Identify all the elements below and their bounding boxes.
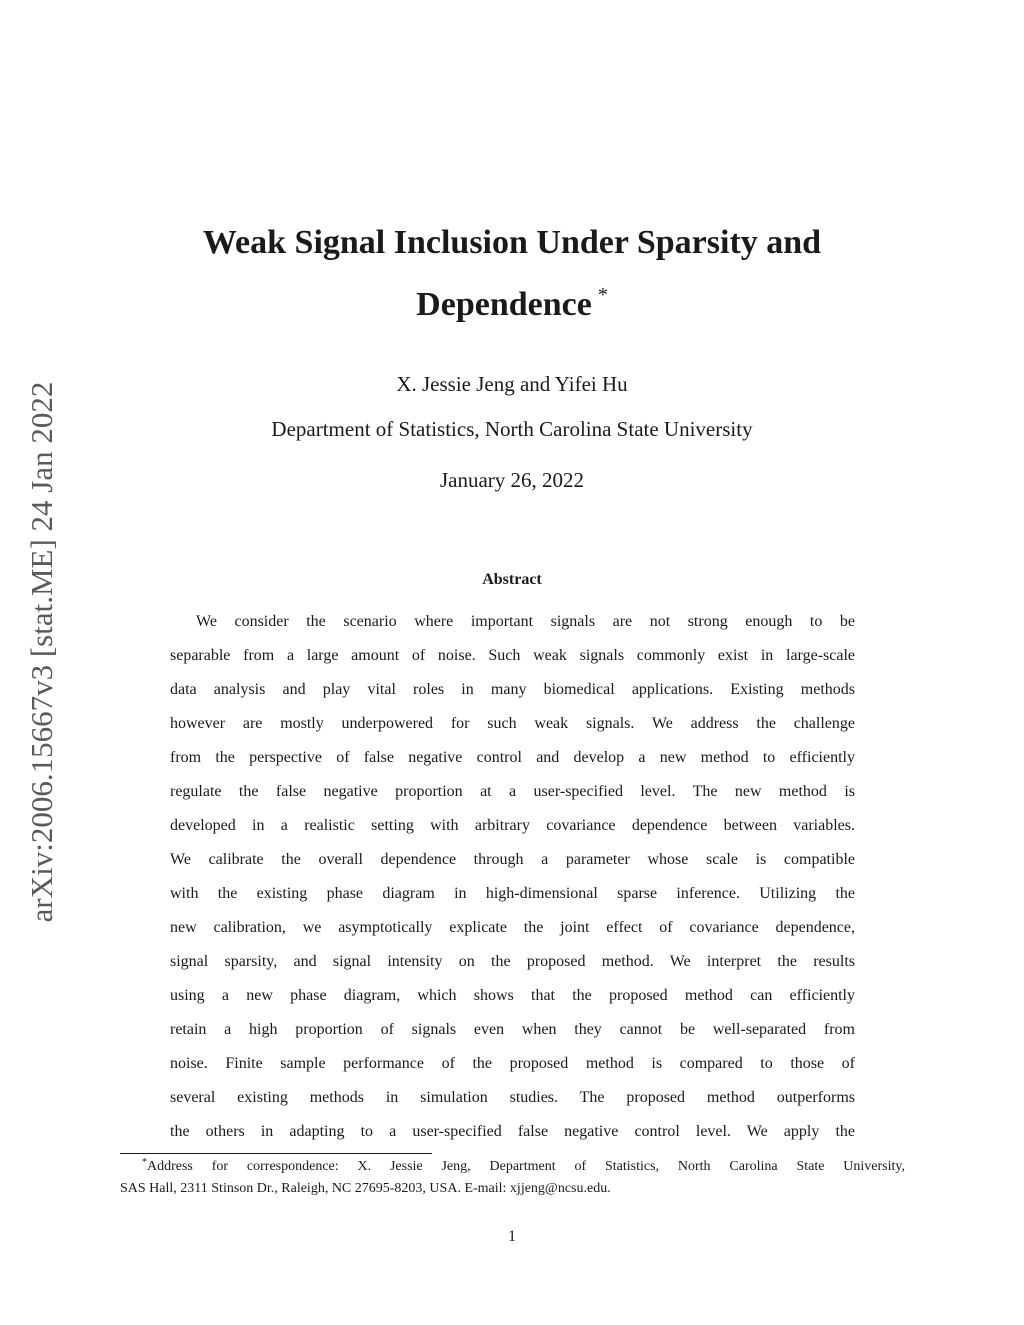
abstract-line: from the perspective of false negative control and develop a new method to efficiently [170, 749, 855, 766]
paper-title-line-2 [0, 284, 1024, 327]
abstract-line: developed in a realistic setting with arbitrary covariance dependence between variables. [170, 817, 855, 834]
abstract-line: data analysis and play vital roles in many biomedical applications. Existing methods [170, 681, 855, 698]
footnote-line-2: SAS Hall, 2311 Stinson Dr., Raleigh, NC 27695-8203, USA. E-mail: xjjeng@ncsu.edu. [120, 1181, 611, 1196]
abstract-line: the others in adapting to a user-specified false negative control level. We apply the [170, 1123, 855, 1140]
footnote-mark: * [142, 1157, 147, 1168]
abstract-line: We calibrate the overall dependence through a parameter whose scale is compatible [170, 851, 855, 868]
authors: X. Jessie Jeng and Yifei Hu [396, 372, 628, 396]
abstract-line: new calibration, we asymptotically explicate the joint effect of covariance dependence, [170, 919, 855, 936]
abstract-line: regulate the false negative proportion at a user-specified level. The new method is [170, 783, 855, 800]
abstract-line: We consider the scenario where important signals are not strong enough to be [196, 613, 855, 630]
footnote-text-1: Address for correspondence: X. Jessie Jeng, Department of Statistics, North Carolina State University, [147, 1159, 905, 1174]
abstract-line: with the existing phase diagram in high-dimensional sparse inference. Utilizing the [170, 885, 855, 902]
abstract-line: signal sparsity, and signal intensity on the proposed method. We interpret the results [170, 953, 855, 970]
abstract-line: separable from a large amount of noise. Such weak signals commonly exist in large-scale [170, 647, 855, 664]
title-footnote-mark: * [597, 284, 608, 306]
paper-title-text: Dependence [416, 286, 592, 323]
affiliation: Department of Statistics, North Carolina State University [271, 417, 753, 441]
page-number: 1 [508, 1228, 516, 1245]
abstract-line: using a new phase diagram, which shows that the proposed method can efficiently [170, 987, 855, 1004]
footnote-line-1 [142, 1157, 905, 1177]
abstract-line: retain a high proportion of signals even when they cannot be well-separated from [170, 1021, 855, 1038]
abstract-heading: Abstract [482, 571, 542, 588]
footnote-rule [120, 1153, 432, 1154]
abstract-line: noise. Finite sample performance of the proposed method is compared to those of [170, 1055, 855, 1072]
paper-title-line-1: Weak Signal Inclusion Under Sparsity and [202, 224, 822, 261]
date: January 26, 2022 [439, 468, 585, 492]
abstract-line: however are mostly underpowered for such weak signals. We address the challenge [170, 715, 855, 732]
arxiv-identifier: arXiv:2006.15667v3 [stat.ME] 24 Jan 2022 [24, 381, 59, 923]
abstract-line: several existing methods in simulation studies. The proposed method outperforms [170, 1089, 855, 1106]
